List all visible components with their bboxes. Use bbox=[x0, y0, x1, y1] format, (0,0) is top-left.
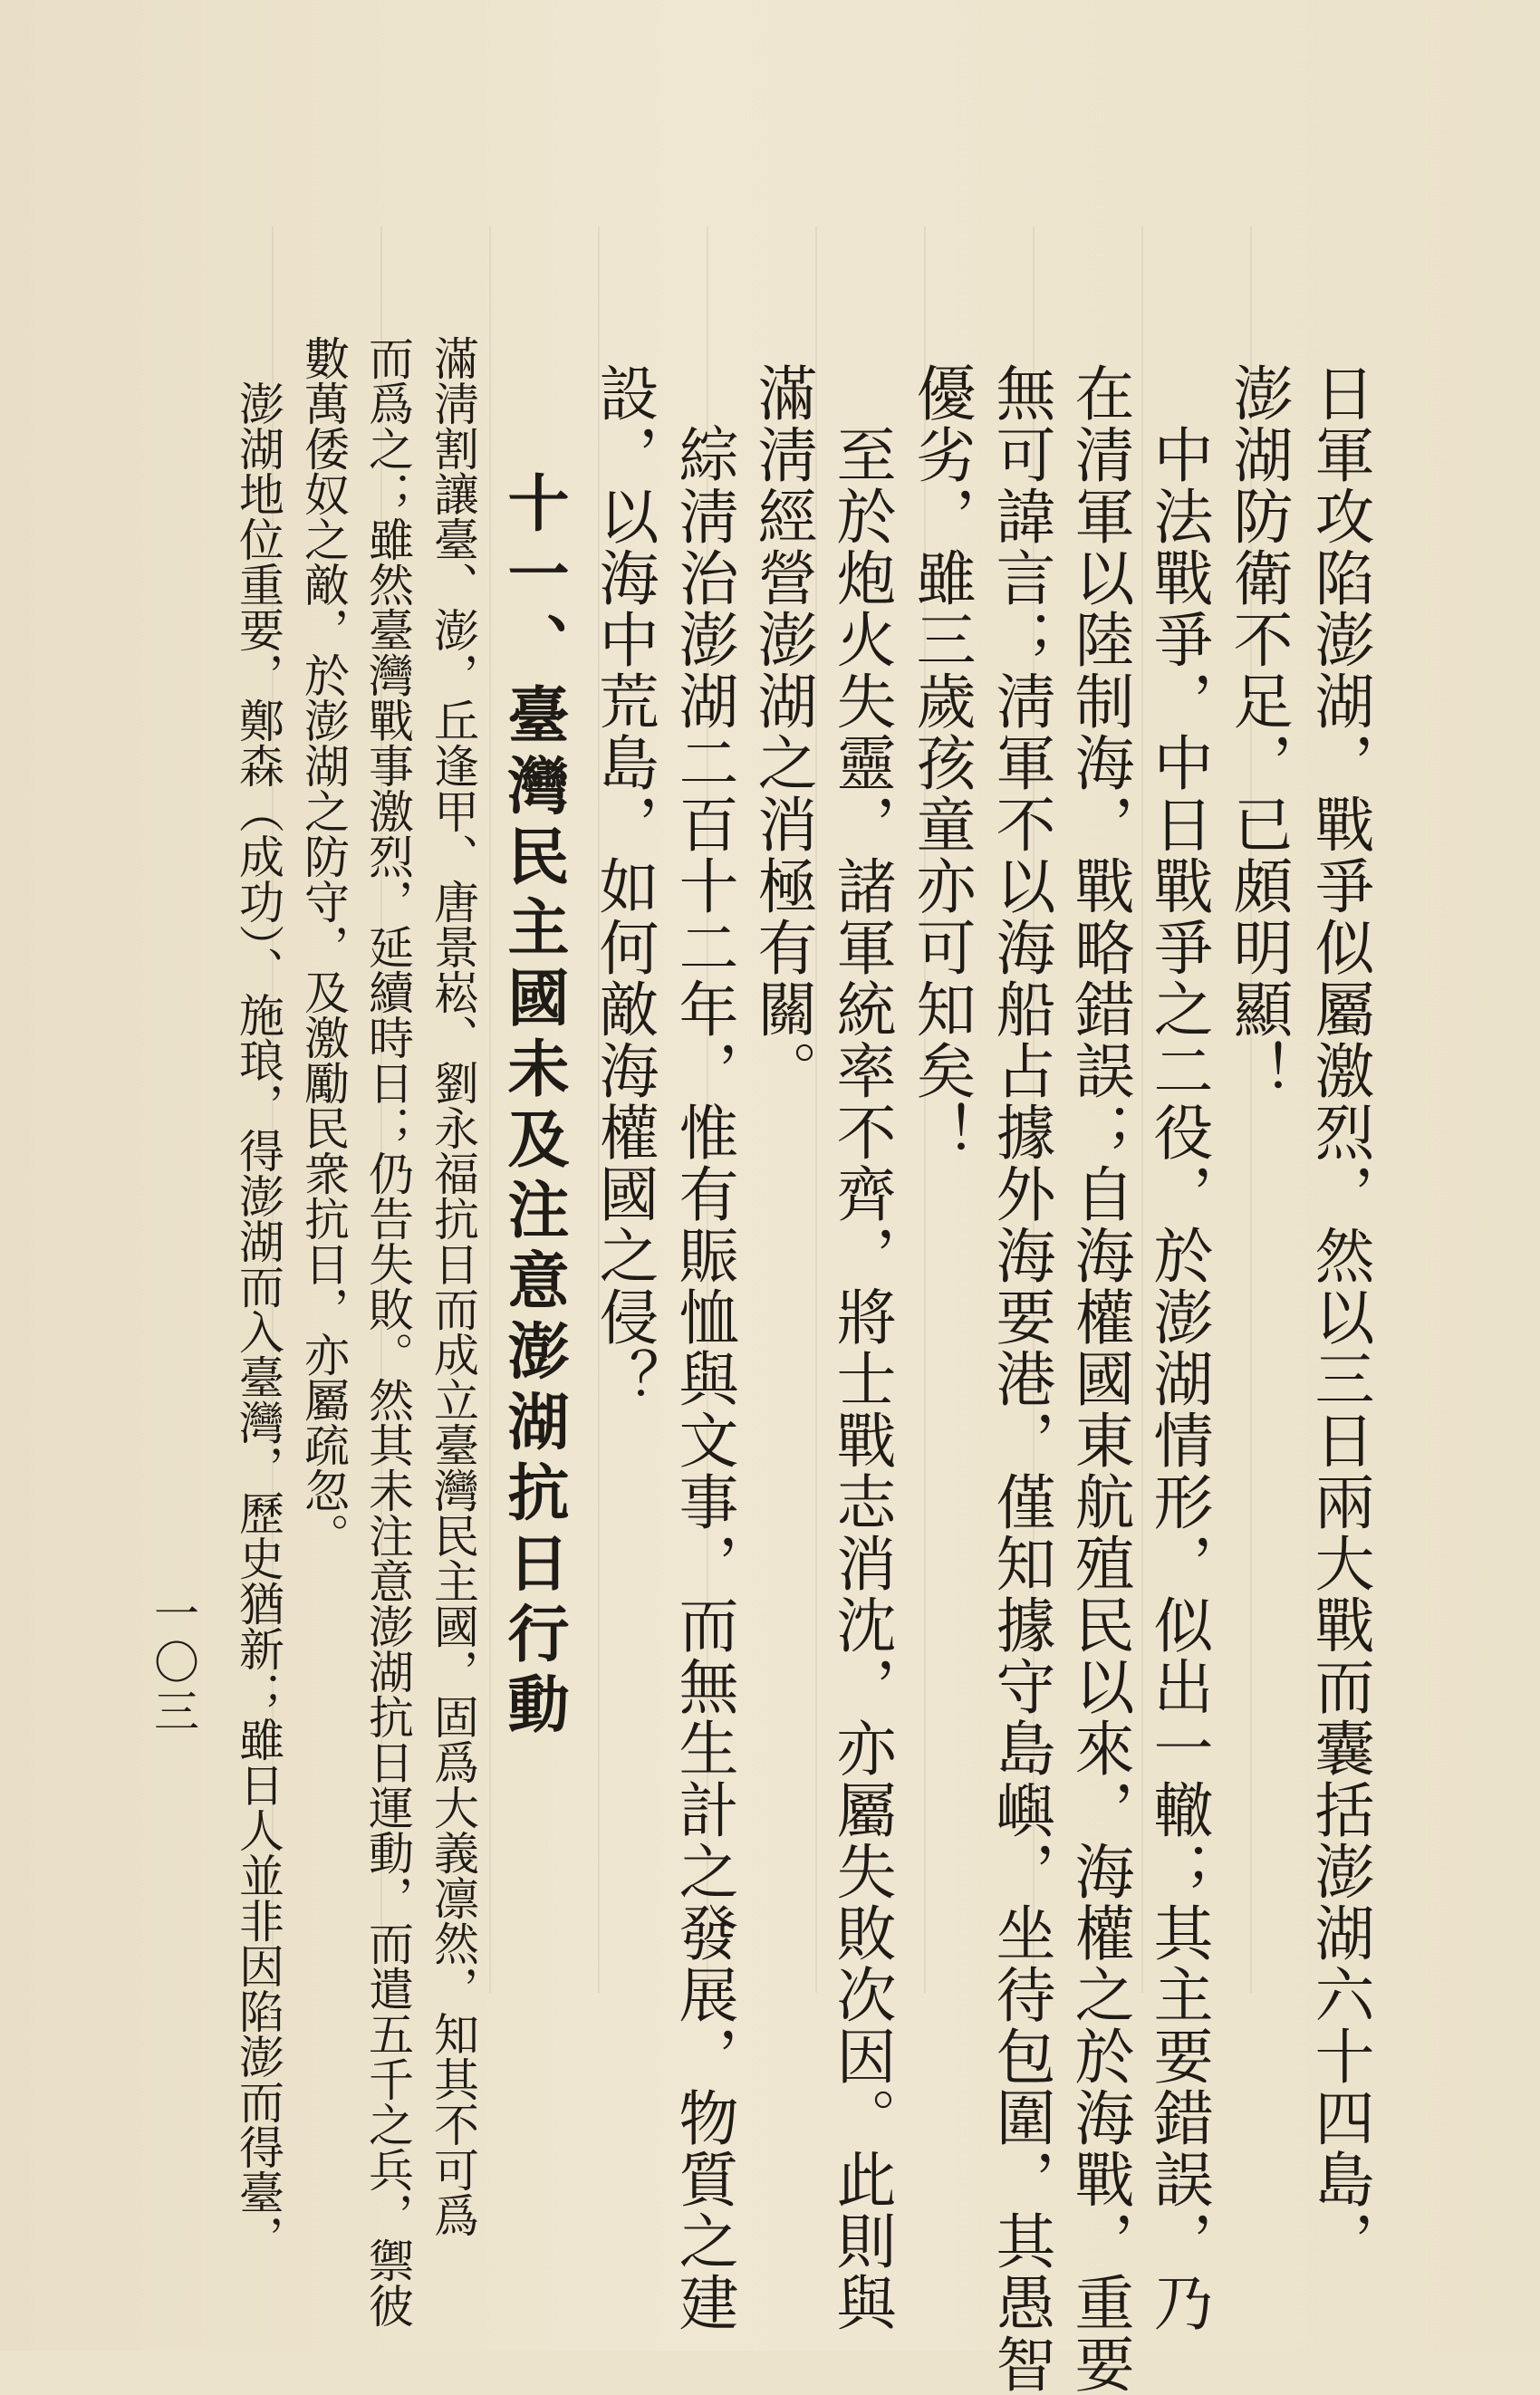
body-line-8: 滿淸經營澎湖之消極有關。 bbox=[747, 362, 817, 1101]
body-line-4: 在清軍以陸制海，戰略錯誤；自海權國東航殖民以來，海權之於海戰，重要 bbox=[1064, 362, 1134, 2395]
section-heading: 十一、臺灣民主國未及注意澎湖抗日行動 bbox=[497, 471, 570, 1743]
body-line-5: 無可諱言；淸軍不以海船占據外海要港，僅知據守島嶼，坐待包圍，其愚智 bbox=[986, 362, 1055, 2395]
body-line-1: 日軍攻陷澎湖，戰爭似屬激烈，然以三日兩大戰而囊括澎湖六十四島， bbox=[1304, 362, 1374, 2272]
body-line-9: 綜淸治澎湖二百十二年，惟有賑恤與文事，而無生計之發展，物質之建 bbox=[669, 362, 738, 2333]
small-line-1: 滿淸割讓臺、澎，丘逢甲、唐景崧、劉永福抗日而成立臺灣民主國，固爲大義凛然，知其不可爲 bbox=[427, 335, 479, 2237]
page-number: 一〇三 bbox=[147, 1590, 199, 1736]
small-line-4: 澎湖地位重要，鄭森（成功）、施琅，得澎湖而入臺灣，歷史猶新；雖日人並非因陷澎而得臺， bbox=[232, 335, 284, 2260]
body-line-2: 澎湖防衛不足，已頗明顯！ bbox=[1223, 362, 1293, 1101]
body-line-6: 優劣，雖三歲孩童亦可知矣！ bbox=[906, 362, 976, 1163]
body-line-7: 至於炮火失靈，諸軍統率不齊，將士戰志消沈，亦屬失敗次因。此則與 bbox=[826, 362, 896, 2333]
small-line-2: 而爲之；雖然臺灣戰事激烈，延續時日；仍告失敗。然其未注意澎湖抗日運動，而遣五千之兵，禦彼 bbox=[361, 335, 414, 2328]
body-line-10: 設，以海中荒島，如何敵海權國之侵？ bbox=[589, 362, 659, 1409]
small-line-3: 數萬倭奴之敵，於澎湖之防守，及激勵民衆抗日，亦屬疏忽。 bbox=[297, 335, 350, 1558]
body-line-3: 中法戰爭，中日戰爭之二役，於澎湖情形，似出一轍；其主要錯誤，乃 bbox=[1143, 362, 1213, 2333]
